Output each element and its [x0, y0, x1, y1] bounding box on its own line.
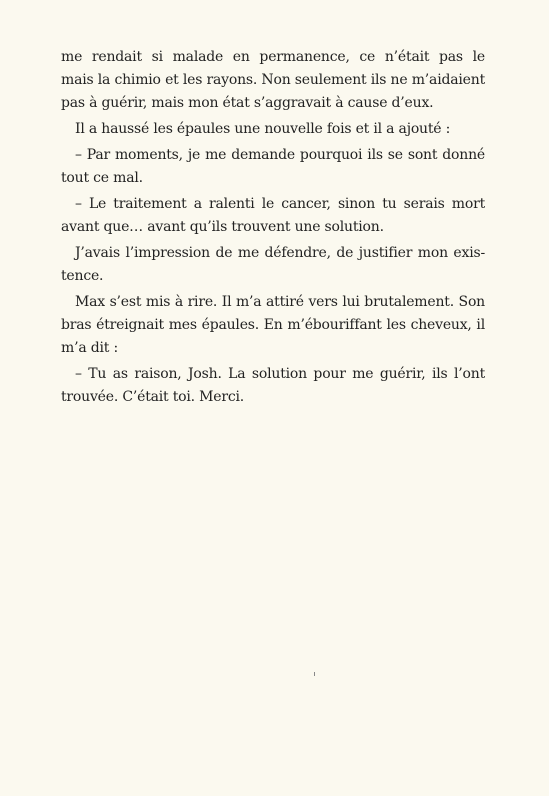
text-line: tout ce mal.: [61, 170, 143, 186]
text-line: – Tu as raison, Josh. La solution pour me guérir, ils l’ont: [75, 366, 485, 382]
text-line: pas à guérir, mais mon état s’aggravait à cause d’eux.: [61, 95, 434, 111]
text-line: avant que… avant qu’ils trouvent une solution.: [61, 219, 384, 235]
text-line: tence.: [61, 268, 104, 284]
paper-speck: [314, 672, 315, 676]
text-line: trouvée. C’était toi. Merci.: [61, 389, 245, 405]
text-line: me rendait si malade en permanence, ce n’était pas le: [61, 49, 485, 65]
page-text: [61, 46, 485, 409]
text-line: – Par moments, je me demande pourquoi ils se sont donné: [75, 147, 485, 163]
text-line: mais la chimio et les rayons. Non seulement ils ne m’aidaient: [61, 72, 485, 88]
text-line: – Le traitement a ralenti le cancer, sinon tu serais mort: [75, 196, 485, 212]
text-line: m’a dit :: [61, 340, 118, 356]
text-line: J’avais l’impression de me défendre, de justifier mon exis-: [75, 245, 485, 261]
text-line: bras étreignait mes épaules. En m’ébouriffant les cheveux, il: [61, 317, 485, 333]
text-line: Max s’est mis à rire. Il m’a attiré vers lui brutalement. Son: [75, 294, 485, 310]
text-line: Il a haussé les épaules une nouvelle fois et il a ajouté :: [75, 121, 451, 137]
